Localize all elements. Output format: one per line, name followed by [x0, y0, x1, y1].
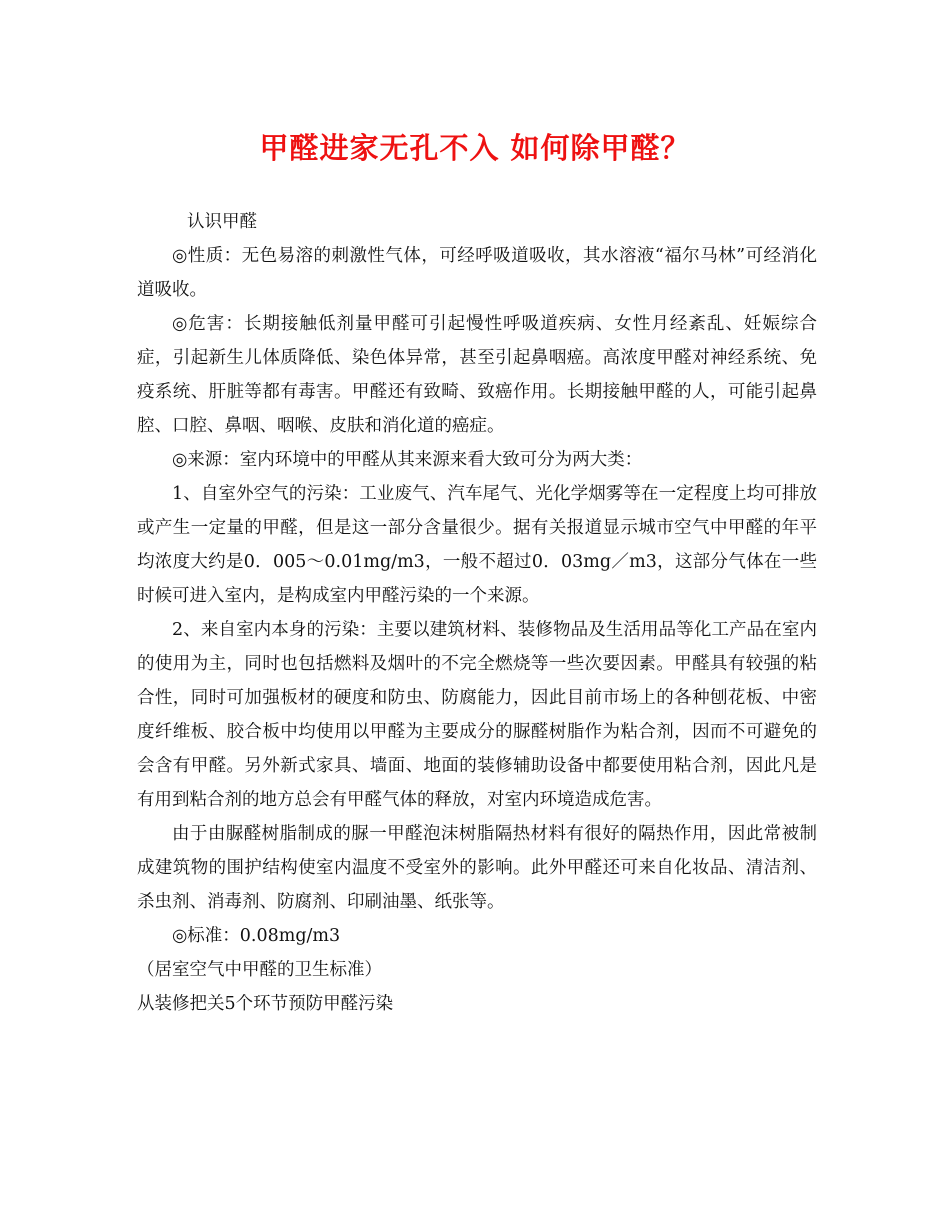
paragraph-hazards: ◎危害：长期接触低剂量甲醛可引起慢性呼吸道疾病、女性月经紊乱、妊娠综合症，引起新生儿体质降低、染色体异常，甚至引起鼻咽癌。高浓度甲醛对神经系统、免疫系统、肝脏等都有毒害。甲醛还有致畸、致癌作用。长期接触甲醛的人，可能引起鼻腔、口腔、鼻咽、咽喉、皮肤和消化道的癌症。 — [137, 314, 817, 436]
paragraph-next-section: 从装修把关5个环节预防甲醛污染 — [137, 994, 394, 1014]
document-title: 甲醛进家无孔不入 如何除甲醛？ — [259, 131, 691, 165]
section-heading: 认识甲醛 — [187, 212, 257, 232]
paragraph-outdoor-pollution: 1、自室外空气的污染：工业废气、汽车尾气、光化学烟雾等在一定程度上均可排放或产生一定量的甲醛，但是这一部分含量很少。据有关报道显示城市空气中甲醛的年平均浓度大约是0．005～0.01mg/m3，一般不超过0．03mg／m3，这部分气体在一些时候可进入室内，是构成室内甲醛污染的一个来源。 — [137, 484, 817, 606]
paragraph-standard: ◎标准：0.08mg/m3 — [172, 926, 341, 946]
paragraph-standard-note: （居室空气中甲醛的卫生标准） — [137, 960, 382, 980]
paragraph-foam-insulation: 由于由脲醛树脂制成的脲一甲醛泡沫树脂隔热材料有很好的隔热作用，因此常被制成建筑物的围护结构使室内温度不受室外的影响。此外甲醛还可来自化妆品、清洁剂、杀虫剂、消毒剂、防腐剂、印刷油墨、纸张等。 — [137, 824, 817, 912]
paragraph-sources: ◎来源：室内环境中的甲醛从其来源来看大致可分为两大类： — [172, 450, 643, 470]
paragraph-properties: ◎性质：无色易溶的刺激性气体，可经呼吸道吸收，其水溶液“福尔马林”可经消化道吸收。 — [137, 246, 817, 300]
paragraph-indoor-pollution: 2、来自室内本身的污染：主要以建筑材料、装修物品及生活用品等化工产品在室内的使用为主，同时也包括燃料及烟叶的不完全燃烧等一些次要因素。甲醛具有较强的粘合性，同时可加强板材的硬度和防虫、防腐能力，因此目前市场上的各种刨花板、中密度纤维板、胶合板中均使用以甲醛为主要成分的脲醛树脂作为粘合剂，因而不可避免的会含有甲醛。另外新式家具、墙面、地面的装修辅助设备中都要使用粘合剂，因此凡是有用到粘合剂的地方总会有甲醛气体的释放，对室内环境造成危害。 — [137, 620, 817, 810]
document-body — [137, 205, 817, 1021]
